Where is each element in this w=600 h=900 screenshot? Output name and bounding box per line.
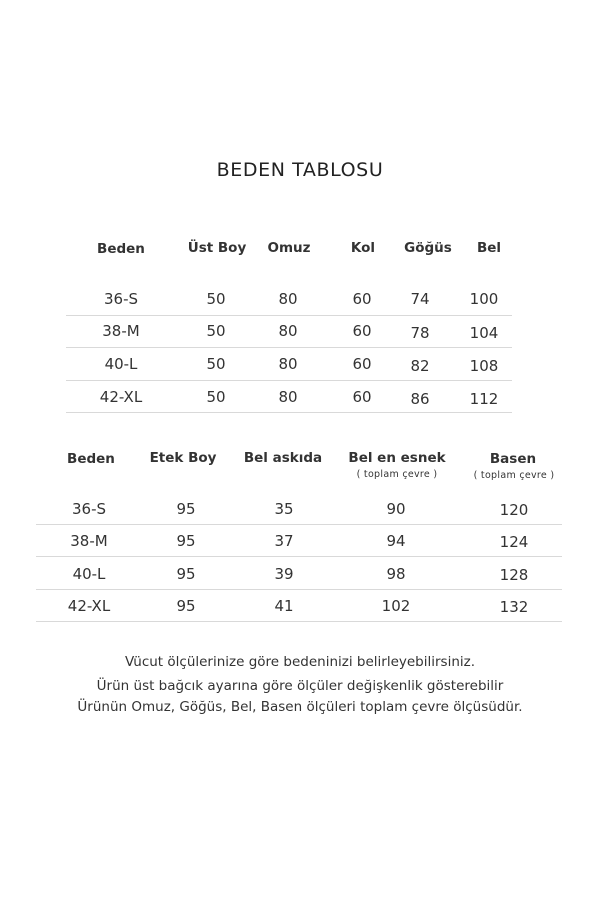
table-cell: 50 bbox=[206, 388, 226, 406]
table-cell: 36-S bbox=[71, 500, 107, 518]
table-cell: 104 bbox=[469, 324, 499, 342]
row-divider bbox=[66, 315, 512, 316]
header-omuz: Omuz bbox=[267, 240, 311, 256]
row-divider bbox=[66, 380, 512, 381]
size-notes bbox=[0, 652, 600, 719]
table-cell: 98 bbox=[386, 565, 406, 583]
header-beden: Beden bbox=[67, 451, 115, 467]
table-cell: 102 bbox=[381, 597, 411, 615]
table-cell: 42-XL bbox=[99, 388, 143, 406]
table-cell: 50 bbox=[206, 322, 226, 340]
table-cell: 40-L bbox=[72, 565, 106, 583]
row-divider bbox=[36, 556, 562, 557]
table-cell: 94 bbox=[386, 532, 406, 550]
table-cell: 50 bbox=[206, 290, 226, 308]
header-bel: Bel bbox=[476, 240, 502, 256]
table-cell: 132 bbox=[499, 598, 529, 616]
table-cell: 80 bbox=[278, 388, 298, 406]
note-line: Ürünün Omuz, Göğüs, Bel, Basen ölçüleri toplam çevre ölçüsüdür. bbox=[77, 699, 523, 715]
table-cell: 108 bbox=[469, 357, 499, 375]
table-cell: 40-L bbox=[104, 355, 138, 373]
table-cell: 50 bbox=[206, 355, 226, 373]
page-title: BEDEN TABLOSU bbox=[216, 159, 384, 181]
header-bel-askida: Bel askıda bbox=[243, 450, 323, 466]
table-cell: 35 bbox=[274, 500, 294, 518]
table-cell: 95 bbox=[176, 532, 196, 550]
row-divider bbox=[66, 412, 512, 413]
table-cell: 128 bbox=[499, 566, 529, 584]
table-cell: 60 bbox=[352, 355, 372, 373]
table-cell: 100 bbox=[469, 290, 499, 308]
row-divider bbox=[66, 347, 512, 348]
table-cell: 60 bbox=[352, 322, 372, 340]
row-divider bbox=[36, 589, 562, 590]
table-cell: 95 bbox=[176, 565, 196, 583]
table-cell: 41 bbox=[274, 597, 294, 615]
table-cell: 60 bbox=[352, 388, 372, 406]
table-cell: 74 bbox=[410, 290, 430, 308]
table-cell: 124 bbox=[499, 533, 529, 551]
table-cell: 78 bbox=[410, 324, 430, 342]
header-bel-en-esnek: Bel en esnek bbox=[348, 450, 446, 466]
header-basen: Basen bbox=[489, 451, 537, 467]
table-cell: 95 bbox=[176, 500, 196, 518]
subheader-basen: ( toplam çevre ) bbox=[473, 470, 555, 481]
table-cell: 39 bbox=[274, 565, 294, 583]
subheader-bel-en-esnek: ( toplam çevre ) bbox=[356, 469, 438, 480]
table-cell: 38-M bbox=[70, 532, 108, 550]
table-cell: 37 bbox=[274, 532, 294, 550]
table-cell: 80 bbox=[278, 322, 298, 340]
table-cell: 80 bbox=[278, 290, 298, 308]
header-ust-boy: Üst Boy bbox=[187, 240, 247, 256]
header-beden: Beden bbox=[97, 241, 145, 257]
note-line: Vücut ölçülerinize göre bedeninizi belirleyebilirsiniz. bbox=[124, 654, 476, 670]
table-cell: 120 bbox=[499, 501, 529, 519]
note-line: Ürün üst bağcık ayarına göre ölçüler değişkenlik gösterebilir bbox=[96, 677, 504, 694]
table-cell: 80 bbox=[278, 355, 298, 373]
header-etek-boy: Etek Boy bbox=[149, 450, 217, 466]
row-divider bbox=[36, 524, 562, 525]
table-cell: 86 bbox=[410, 390, 430, 408]
header-kol: Kol bbox=[350, 240, 376, 256]
table-cell: 38-M bbox=[102, 322, 140, 340]
table-cell: 82 bbox=[410, 357, 430, 375]
table-cell: 60 bbox=[352, 290, 372, 308]
table-cell: 95 bbox=[176, 597, 196, 615]
table-cell: 90 bbox=[386, 500, 406, 518]
table-cell: 42-XL bbox=[67, 597, 111, 615]
table-cell: 112 bbox=[469, 390, 499, 408]
table-cell: 36-S bbox=[103, 290, 139, 308]
header-gogus: Göğüs bbox=[404, 240, 452, 256]
row-divider bbox=[36, 621, 562, 622]
